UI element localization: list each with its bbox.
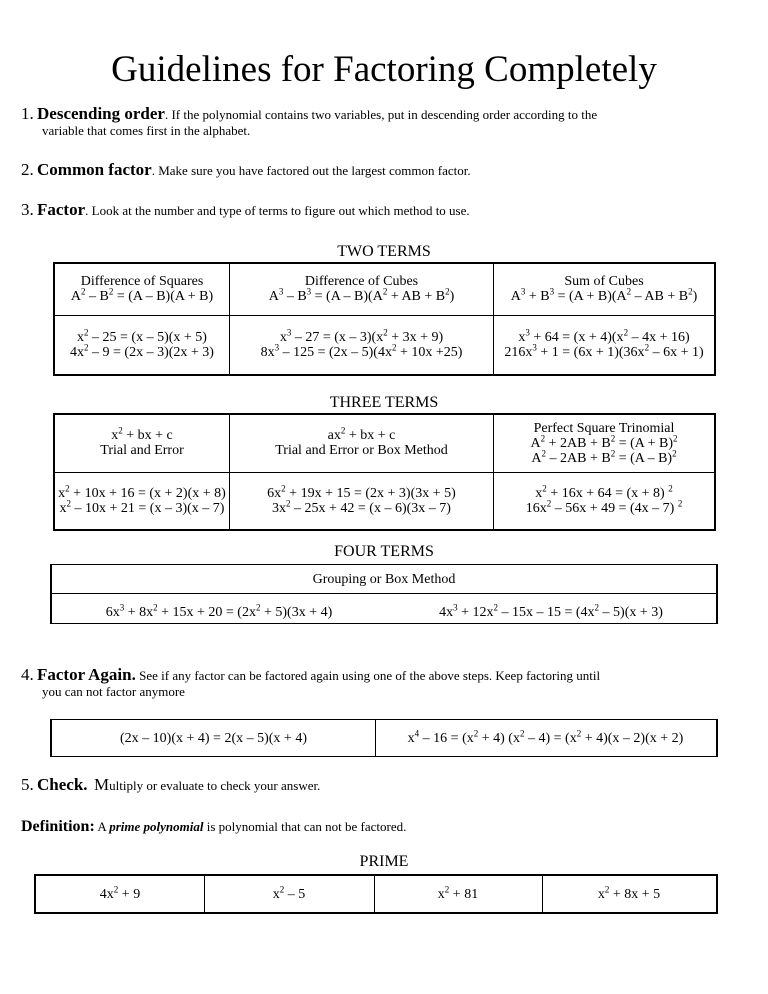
step-heading: Check.: [37, 775, 88, 794]
prime-item: $x^2 + 81$: [437, 884, 479, 902]
step-5: [21, 777, 320, 794]
method-name: Perfect Square Trinomial: [533, 420, 675, 436]
method-name: Difference of Cubes: [304, 274, 419, 290]
step-number: 4.: [21, 665, 34, 684]
step-number: 3.: [21, 200, 34, 219]
step-heading: Descending order: [37, 104, 165, 123]
step-heading: Common factor: [37, 160, 152, 179]
definition-text: A: [94, 819, 110, 834]
method-name: Trial and Error: [100, 443, 184, 459]
definition-label: Definition:: [21, 818, 95, 835]
example: $x^3 - 27 = (x - 3)(x^2 + 3x + 9)$: [279, 327, 444, 345]
four-terms-heading: FOUR TERMS: [334, 543, 434, 560]
example: $8x^3 - 125 = (2x - 5)(4x^2 + 10x +25)$: [260, 342, 463, 360]
table-cell: [494, 472, 716, 530]
table-cell: [54, 414, 230, 472]
method-name: Grouping or Box Method: [312, 572, 456, 587]
example: $4x^3 + 12x^2 - 15x - 15 = (4x^2 - 5)(x + 3)$: [439, 602, 663, 620]
formula: $A^3 + B^3 = (A + B)(A^2$ – AB + $B^2$): [510, 286, 698, 305]
step-number: 1.: [21, 104, 34, 123]
step-3: [21, 202, 470, 219]
step-text: ultiply or evaluate to check your answer.: [109, 778, 321, 793]
step-number: 2.: [21, 160, 34, 179]
step-text: . Make sure you have factored out the largest common factor.: [151, 163, 471, 178]
formula: $A^2 - B^2 = (A - B)(A + B)$: [70, 286, 214, 305]
two-terms-table: [53, 262, 716, 376]
definition: [21, 819, 406, 835]
prime-item: $x^2 - 5$: [272, 884, 306, 902]
factor-again-box: [50, 719, 718, 757]
example: $x^2 - 10x + 21 = (x - 3)(x - 7)$: [59, 498, 225, 516]
prime-heading: PRIME: [359, 853, 409, 870]
formula: $A^2 - 2AB + B^2 = (A - B)^2$: [531, 448, 677, 466]
table-cell: [54, 263, 230, 315]
table-cell: [230, 263, 494, 315]
trinomial-form: $x^2$ + bx + c: [111, 425, 173, 444]
four-terms-box: [50, 564, 718, 624]
step-1: [21, 106, 597, 139]
example: $216x^3 + 1 = (6x + 1)(36x^2 - 6x + 1)$: [504, 342, 704, 360]
example: $x^3 + 64 = (x + 4)(x^2 - 4x + 16)$: [518, 327, 690, 345]
example: $6x^2 + 19x + 15 = (2x + 3)(3x + 5)$: [267, 483, 456, 501]
table-cell: [54, 472, 230, 530]
table-cell: [494, 414, 716, 472]
two-terms-heading: TWO TERMS: [337, 243, 431, 260]
method-name: Sum of Cubes: [564, 274, 644, 290]
step-heading: Factor Again.: [37, 665, 136, 684]
formula: $A^2 + 2AB + B^2 = (A + B)^2$: [530, 433, 678, 451]
table-cell: [230, 315, 494, 375]
example: $x^2 + 10x + 16 = (x + 2)(x + 8)$: [58, 483, 226, 501]
three-terms-heading: THREE TERMS: [329, 394, 439, 411]
step-text-continued: you can not factor anymore: [42, 684, 185, 699]
prime-item: $x^2 + 8x + 5$: [597, 884, 661, 902]
example: $x^2 + 16x + 64 = (x + 8)$ $^2$: [535, 483, 673, 501]
example: $3x^2 - 25x + 42 = (x - 6)(3x - 7)$: [272, 498, 451, 516]
trinomial-form: $ax^2$ + bx + c: [327, 425, 396, 444]
step-text: See if any factor can be factored again using one of the above steps. Keep factoring until: [135, 668, 601, 683]
example: $x^4 - 16 = (x^2 + 4)$ $(x^2 - 4) = (x^2 + 4)(x - 2)(x + 2)$: [407, 728, 684, 746]
step-4: [21, 667, 600, 700]
step-text-initial: M: [94, 775, 110, 794]
divider: [52, 593, 716, 594]
table-cell: [494, 263, 716, 315]
example: $4x^2 - 9 = (2x - 3)(2x + 3)$: [70, 342, 214, 360]
step-2: [21, 162, 471, 179]
step-text: . If the polynomial contains two variables, put in descending order according to the: [164, 107, 598, 122]
step-text-continued: variable that comes first in the alphabet.: [42, 123, 251, 138]
table-cell: [230, 472, 494, 530]
definition-text: is polynomial that can not be factored.: [203, 819, 407, 834]
definition-term: prime polynomial: [109, 819, 204, 834]
example: (2x – 10)(x + 4) = 2(x – 5)(x + 4): [120, 731, 307, 746]
example: $16x^2 - 56x + 49 = (4x - 7)$ $^2$: [525, 498, 683, 516]
formula: $A^3 - B^3 = (A - B)(A^2$ + AB + $B^2$): [268, 286, 455, 305]
prime-item: $4x^2 + 9$: [99, 884, 141, 902]
page-title: Guidelines for Factoring Completely: [111, 49, 657, 90]
method-name: Difference of Squares: [80, 274, 204, 290]
table-cell: [494, 315, 716, 375]
step-heading: Factor: [37, 200, 86, 219]
step-text: . Look at the number and type of terms to figure out which method to use.: [85, 203, 470, 218]
example: $x^2 - 25 = (x - 5)(x + 5)$: [77, 327, 207, 345]
prime-box: [34, 874, 718, 914]
step-number: 5.: [21, 775, 34, 794]
example: $6x^3 + 8x^2 + 15x + 20 = (2x^2 + 5)(3x + 4)$: [105, 602, 333, 620]
three-terms-table: [53, 413, 716, 531]
table-cell: [54, 315, 230, 375]
table-cell: [230, 414, 494, 472]
method-name: Trial and Error or Box Method: [275, 443, 448, 459]
